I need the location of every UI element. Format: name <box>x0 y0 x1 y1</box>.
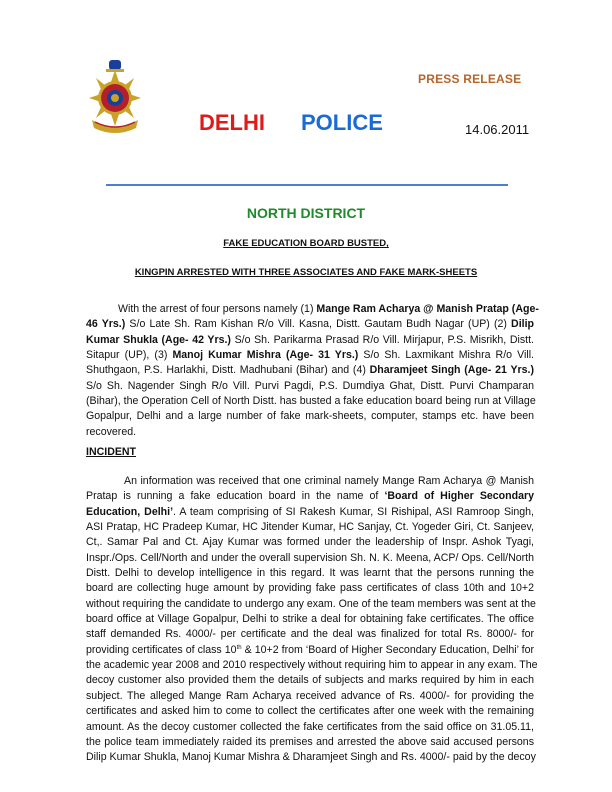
incident-line <box>86 689 534 704</box>
header-police: POLICE <box>301 110 383 135</box>
intro-text: Shuthgaon, P.S. Harlakhi, Distt. Madhubani (Bihar) and (4) <box>86 364 370 377</box>
header-divider <box>106 184 508 186</box>
incident-text: amount. As the decoy customer collected the fake certificates from the said office on 31.05.11, <box>86 720 534 733</box>
incident-line <box>86 720 534 735</box>
incident-line <box>86 597 534 612</box>
incident-line <box>86 658 538 673</box>
incident-text: Ct,. Samar Pal and Ct. Ajay Kumar was formed under the leadership of Inspr. Ashok Tyagi, <box>86 536 534 549</box>
incident-text: ASI Pratap, HC Pradeep Kumar, HC Jitender Kumar, HC Sanjay, Ct. Yogeder Giri, Ct. Sanjeev, <box>86 521 534 534</box>
incident-line <box>86 505 534 520</box>
incident-text: th <box>236 644 242 651</box>
intro-text: S/o Sh. Nagender Singh R/o Vill. Purvi Pagdi, P.S. Dumdiya Ghat, Distt. Purvi Champaran <box>86 379 534 392</box>
incident-line <box>86 627 534 642</box>
incident-text: . A team comprising of SI Rakesh Kumar, SI Rishipal, ASI Ramroop Singh, <box>173 505 535 518</box>
incident-line <box>86 535 534 550</box>
incident-line <box>86 735 534 750</box>
press-release-label: PRESS RELEASE <box>418 72 522 86</box>
incident-text: decoy customer also provided them the details of subjects and marks required by him in each <box>86 674 534 687</box>
incident-line <box>86 489 534 504</box>
intro-text: With the arrest of four persons namely (1) <box>118 303 317 315</box>
incident-text: Distt. Delhi to develop intelligence in this regard. It was learnt that the persons running the <box>86 567 534 580</box>
delhi-police-emblem-icon <box>84 58 146 134</box>
incident-text: board office at Village Gopalpur, Delhi to strike a deal for obtaining fake certificates. The office <box>86 613 534 626</box>
headline-line-2: KINGPIN ARRESTED WITH THREE ASSOCIATES AND FAKE MARK-SHEETS <box>134 267 478 278</box>
incident-line <box>86 704 534 719</box>
incident-text: & 10+2 from ‘Board of Higher Secondary Education, Delhi’ for <box>241 643 534 656</box>
incident-text: the academic year 2008 and 2010 respectively without requiring him to appear in any exam. The <box>86 659 538 672</box>
intro-text: Mange Ram Acharya @ Manish Pratap (Age- <box>316 303 539 315</box>
intro-text: Kumar Shukla (Age- 42 Yrs.) <box>86 333 231 346</box>
incident-line <box>86 612 534 627</box>
incident-line <box>86 551 534 566</box>
intro-line <box>86 302 539 317</box>
incident-line <box>86 520 534 535</box>
incident-text: board are collecting huge amount by providing fake pass certificates of class 10th and 10+2 <box>86 582 534 595</box>
incident-text: providing certificates of class 10 <box>86 643 237 656</box>
district-heading: NORTH DISTRICT <box>246 205 366 221</box>
incident-line <box>86 566 534 581</box>
incident-line <box>86 750 534 765</box>
release-date: 14.06.2011 <box>465 122 530 137</box>
intro-text: S/o Sh. Laxmikant Mishra R/o Vill. <box>358 349 534 362</box>
incident-text: Dilip Kumar Shukla, Manoj Kumar Mishra & Dharamjeet Singh and Rs. 4000/- paid by the decoy <box>86 751 536 764</box>
incident-text: the police team immediately raided its premises and arrested the above said accused persons <box>86 735 534 748</box>
intro-line <box>86 394 534 409</box>
incident-heading: INCIDENT <box>86 446 137 458</box>
intro-text: Dharamjeet Singh (Age- 21 Yrs.) <box>369 364 534 377</box>
incident-text: Inspr./Ops. Cell/North and under the overall supervision Sh. N. K. Meena, ACP/ Ops. Cell/North <box>86 551 534 564</box>
intro-line <box>86 317 534 332</box>
incident-line <box>86 474 534 489</box>
intro-text: S/o Sh. Parikarma Prasad R/o Vill. Mirjapur, P.S. Misrikh, Distt. <box>230 333 534 346</box>
intro-line <box>86 363 534 378</box>
intro-text: Gopalpur, Delhi and a large number of fake mark-sheets, computer, stamps etc. have been <box>86 410 534 423</box>
intro-line <box>86 409 534 424</box>
intro-text: 46 Yrs.) <box>86 318 126 331</box>
intro-text: Manoj Kumar Mishra (Age- 31 Yrs.) <box>172 349 359 362</box>
intro-line <box>86 348 534 363</box>
incident-line <box>86 673 534 688</box>
intro-text: recovered. <box>86 425 137 438</box>
intro-text: (Bihar), the Operation Cell of North Distt. has busted a fake education board being run at Village <box>86 395 536 408</box>
intro-line <box>86 379 534 394</box>
header-delhi: DELHI <box>199 110 265 135</box>
incident-line <box>86 581 534 596</box>
intro-text: Sitapur (UP), (3) <box>86 349 173 362</box>
incident-line <box>86 643 534 658</box>
intro-text: Dilip <box>511 318 534 331</box>
intro-line <box>86 425 534 440</box>
incident-text: staff demanded Rs. 4000/- per certificate and the deal was finalized for total Rs. 8000/- for <box>86 628 534 641</box>
intro-paragraph <box>86 302 539 440</box>
incident-text: ‘Board of Higher Secondary <box>384 490 534 503</box>
incident-text: Pratap is running a fake education board in the name of <box>86 490 385 503</box>
incident-text: subject. The alleged Mange Ram Acharya received advance of Rs. 4000/- for providing the <box>86 689 534 702</box>
intro-line <box>86 333 534 348</box>
headline-line-1: FAKE EDUCATION BOARD BUSTED, <box>223 238 389 249</box>
incident-text: An information was received that one criminal namely Mange Ram Acharya @ Manish <box>124 475 534 487</box>
incident-paragraph <box>86 474 538 766</box>
incident-text: certificates and asked him to come to collect the certificates after one week with the remaining <box>86 705 534 718</box>
incident-text: Education, Delhi’ <box>86 505 174 518</box>
intro-text: S/o Late Sh. Ram Kishan R/o Vill. Kasna, Distt. Gautam Budh Nagar (UP) (2) <box>125 318 512 331</box>
incident-text: without requiring the candidate to undergo any exam. One of the team members was sent at the <box>86 597 536 610</box>
